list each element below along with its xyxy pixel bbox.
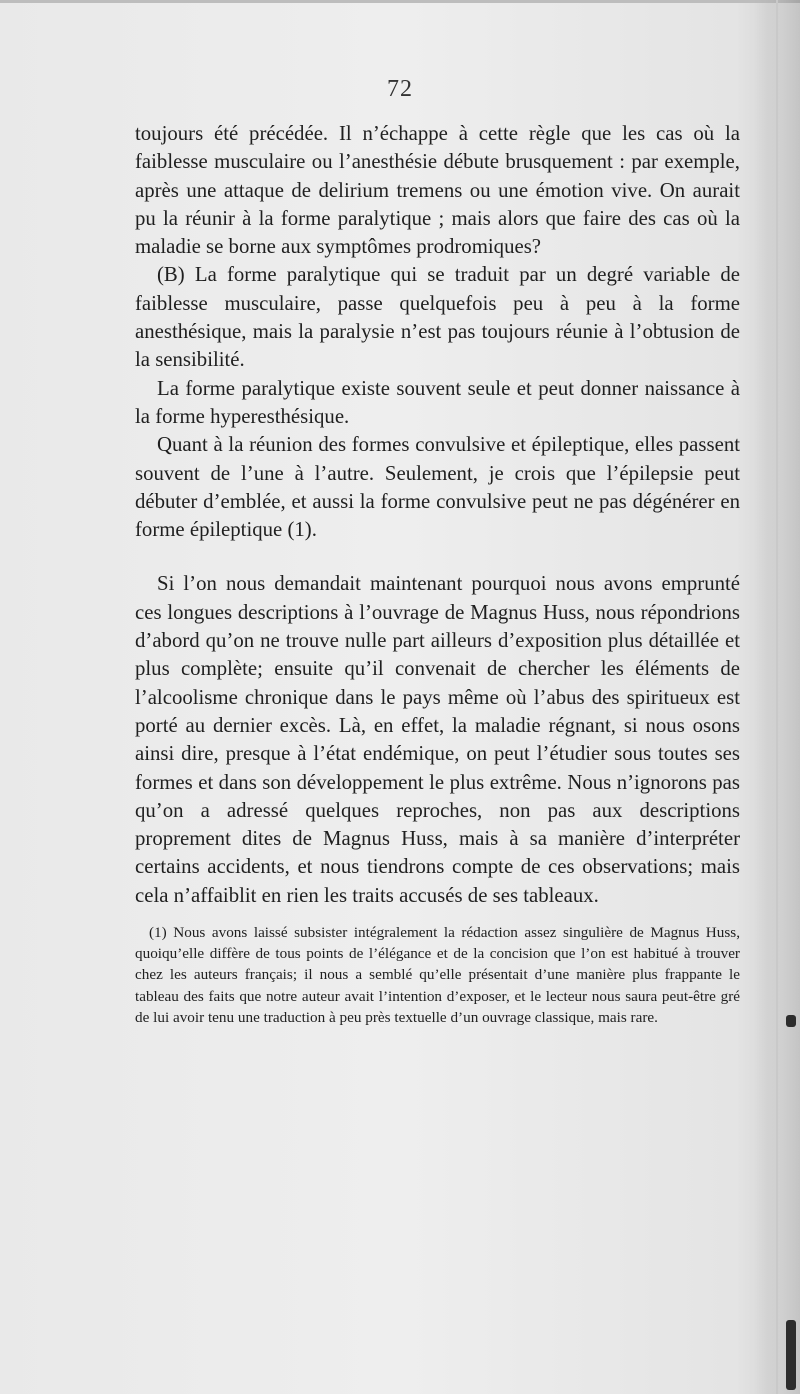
footnote: (1) Nous avons laissé subsister intégralement la rédaction assez singulière de Magnus Huss, quoiqu’elle diffère de tous points de l’élégance et de la concision que l’on est habitué à trouver chez les auteurs français; il nous a semblé qu’elle présentait d’une manière plus frappante le tableau des faits que notre auteur avait l’intention d’exposer, et le lecteur nous saura peut-être gré de lui avoir tenu une traduction à peu près textuelle d’un ouvrage classique, mais rare.: [135, 924, 740, 1026]
page-body: [135, 120, 740, 1043]
page-top-edge: [0, 0, 800, 3]
paragraph-4: Quant à la réunion des formes convulsive et épileptique, elles passent souvent de l’une à l’autre. Seulement, je crois que l’épilepsie peut débuter d’emblée, et aussi la forme convulsive peut ne pas dégénérer en forme épileptique (1).: [135, 433, 740, 542]
ink-mark: [786, 1015, 796, 1027]
paragraph-1: toujours été précédée. Il n’échappe à cette règle que les cas où la faiblesse musculaire ou l’anesthésie débute brusquement : par exemple, après une attaque de delirium tremens ou une émotion vive. On aurait pu la réunir à la forme paralytique ; mais alors que faire des cas où la maladie se borne aux symptômes prodromiques?: [135, 122, 740, 259]
ink-mark: [786, 1320, 796, 1390]
section-gap: [135, 544, 740, 570]
page-number: 72: [387, 76, 413, 102]
paragraph-3: La forme paralytique existe souvent seule et peut donner naissance à la forme hyperesthésique.: [135, 376, 740, 428]
paragraph-2: (B) La forme paralytique qui se traduit par un degré variable de faiblesse musculaire, passe quelquefois peu à peu à la forme anesthésique, mais la paralysie n’est pas toujours réunie à l’obtusion de la sensibilité.: [135, 263, 740, 372]
paragraph-5: Si l’on nous demandait maintenant pourquoi nous avons emprunté ces longues descriptions à l’ouvrage de Magnus Huss, nous répondrions d’abord qu’on ne trouve nulle part ailleurs d’exposition plus détaillée et plus complète; ensuite qu’il convenait de chercher les éléments de l’alcoolisme chronique dans le pays même où l’abus des spiritueux est porté au dernier excès. Là, en effet, la maladie régnant, si nous osons ainsi dire, presque à l’état endémique, on peut l’étudier sous toutes ses formes et dans son développement le plus extrême. Nous n’ignorons pas qu’on a adressé quelques reproches, non pas aux descriptions proprement dites de Magnus Huss, mais à sa manière d’interpréter certains accidents, et nous tiendrons compte de ces observations; mais cela n’affaiblit en rien les traits accusés de ses tableaux.: [135, 572, 740, 907]
facing-page-edge: [776, 0, 778, 1394]
